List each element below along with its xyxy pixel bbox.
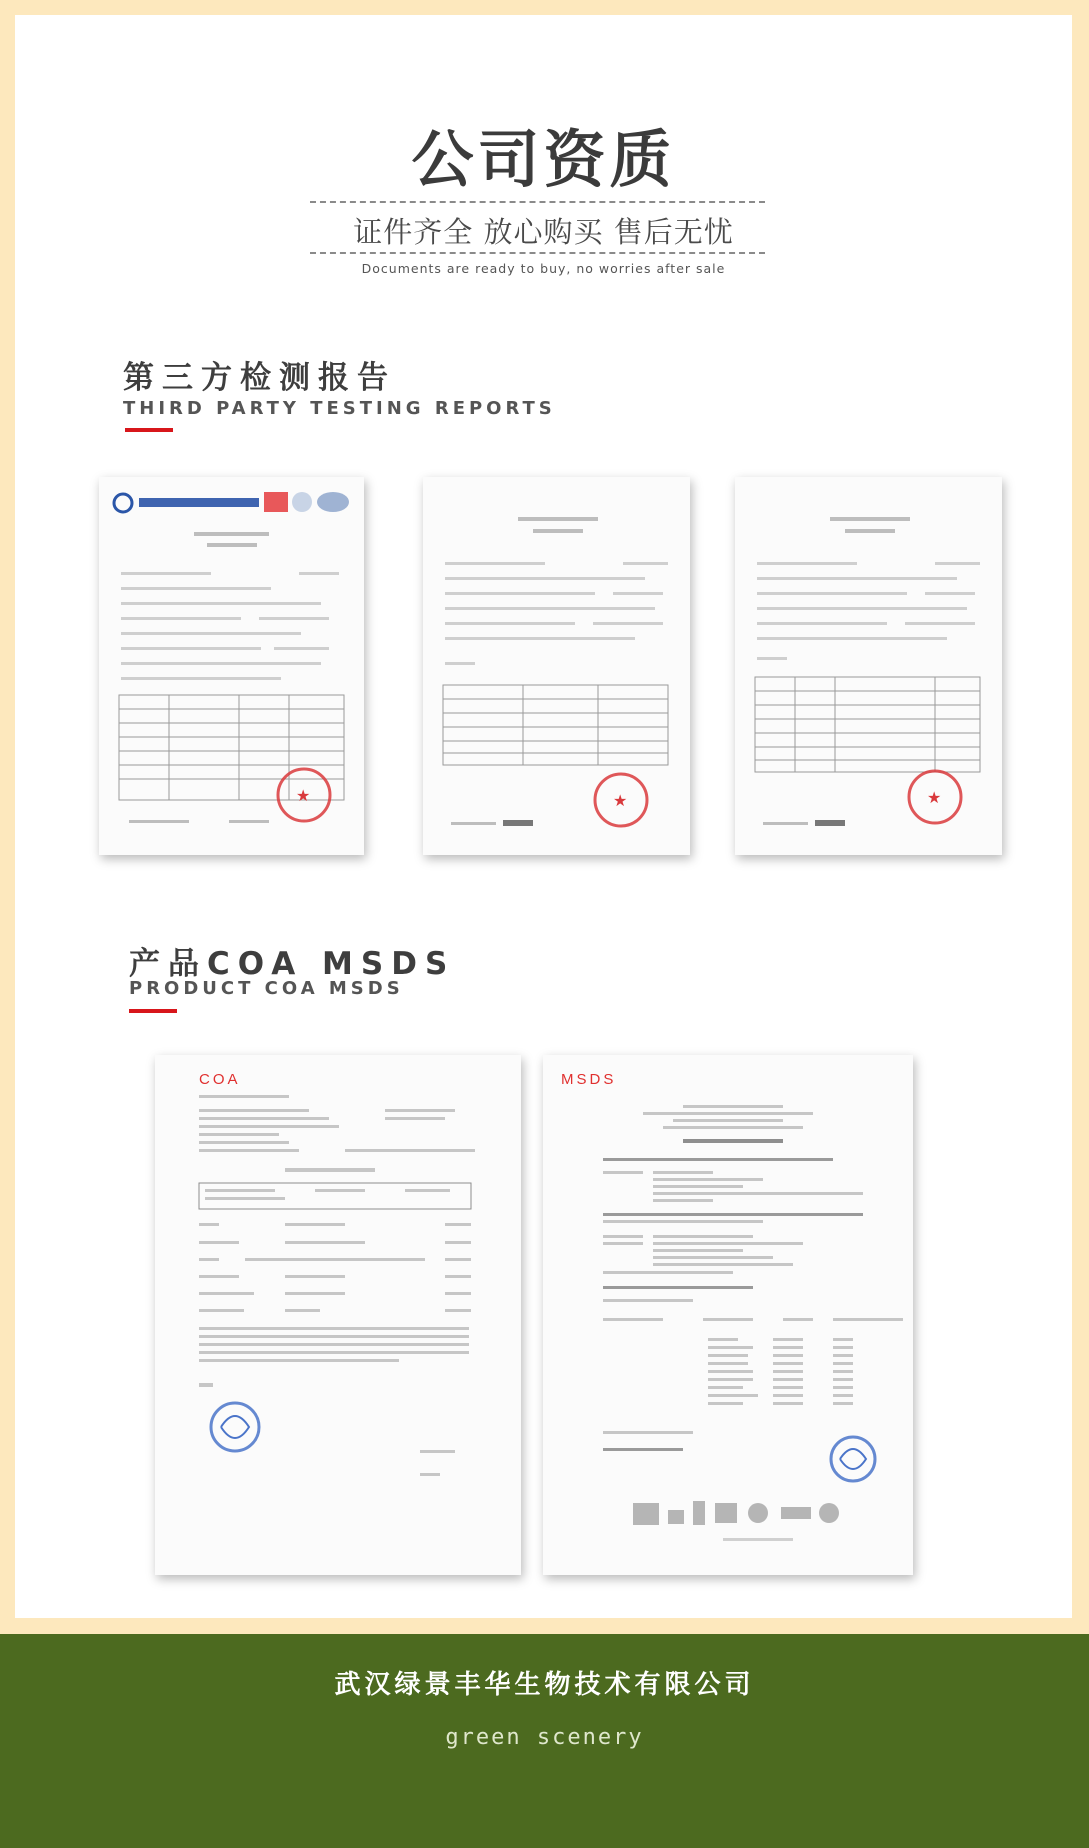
svg-text:★: ★ (296, 786, 311, 805)
slogan: 证件齐全 放心购买 售后无忧 (353, 215, 734, 249)
coa-section-title: 产品COA MSDS (129, 946, 456, 982)
company-name: 武汉绿景丰华生物技术有限公司 (334, 1670, 755, 1700)
page-title: 公司资质 (411, 123, 676, 196)
test-report-image-2 (423, 477, 690, 855)
coa-document-label: COA (199, 1071, 241, 1088)
svg-text:★: ★ (927, 788, 942, 807)
slogan-english: Documents are ready to buy, no worries after sale (361, 261, 726, 276)
divider-top (310, 201, 765, 203)
reports-section-accent-bar (125, 428, 173, 432)
coa-document-image (155, 1055, 521, 1575)
msds-document-image (543, 1055, 913, 1575)
test-report-image-3 (735, 477, 1002, 855)
svg-text:★: ★ (613, 791, 628, 810)
reports-section-title: 第三方检测报告 (123, 360, 396, 396)
divider-bottom (310, 252, 765, 254)
test-report-image-1 (99, 477, 364, 855)
coa-section-subtitle: PRODUCT COA MSDS (129, 978, 404, 999)
coa-section-accent-bar (129, 1009, 177, 1013)
reports-section-subtitle: THIRD PARTY TESTING REPORTS (123, 398, 556, 419)
msds-document-label: MSDS (561, 1071, 617, 1088)
content-card (15, 15, 1072, 1618)
company-tagline: green scenery (445, 1725, 644, 1750)
